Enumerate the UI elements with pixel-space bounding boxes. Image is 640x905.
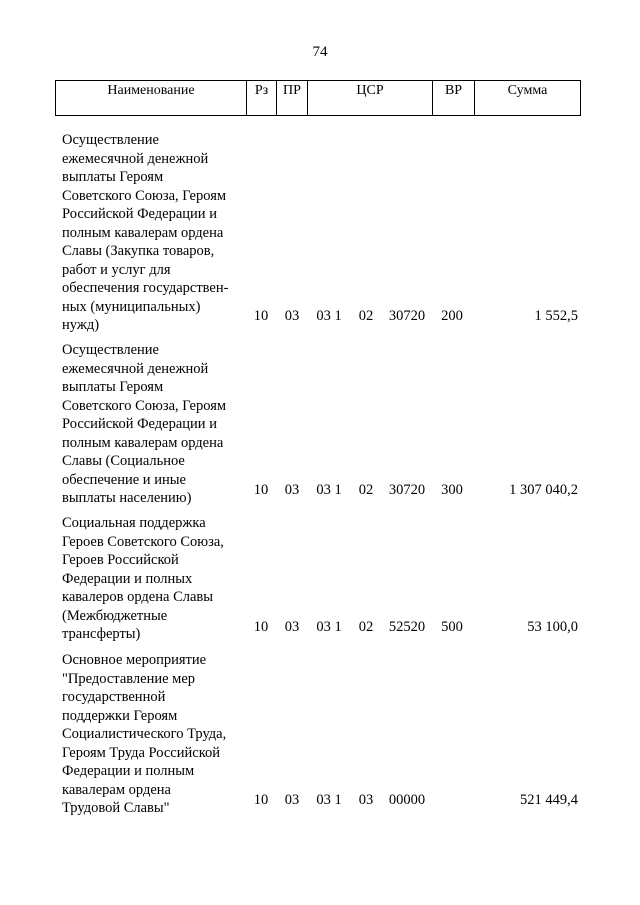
row-pr: 03	[284, 792, 300, 808]
row-rz: 10	[253, 619, 269, 635]
row-rz: 10	[253, 792, 269, 808]
header-rz: Рз	[247, 81, 277, 115]
row-pr: 03	[284, 482, 300, 498]
row-sum: 1 552,5	[534, 308, 578, 324]
row-csr-code: 30720	[388, 482, 426, 498]
row-csr-activity: 03	[358, 792, 374, 808]
header-pr: ПР	[277, 81, 308, 115]
row-sum: 521 449,4	[520, 792, 578, 808]
row-name: Осуществление ежемесячной денежной выплаты Героям Советского Союза, Героям Российской Федерации и полным кавалерам ордена Славы (Социальное обеспечение и иные выплаты населению)	[62, 342, 227, 506]
table-header	[55, 80, 581, 116]
row-sum: 53 100,0	[527, 619, 578, 635]
row-csr-program: 03 1	[316, 308, 342, 324]
header-name: Наименование	[56, 81, 247, 115]
header-sum: Сумма	[507, 83, 548, 98]
row-sum: 1 307 040,2	[509, 482, 578, 498]
row-pr: 03	[284, 619, 300, 635]
row-name: Основное мероприятие "Предоставление мер государственной поддержки Героям Социалистического Труда, Героям Труда Российской Федерации и полным кавалерам ордена Трудовой Славы"	[62, 652, 227, 816]
row-rz: 10	[253, 308, 269, 324]
row-csr-activity: 02	[358, 308, 374, 324]
header-vr: ВР	[433, 81, 475, 115]
row-csr-program: 03 1	[316, 482, 342, 498]
header-csr: ЦСР	[308, 81, 433, 115]
row-name: Социальная поддержка Героев Советского Союза, Героев Российской Федерации и полных кавалеров ордена Славы (Межбюджетные трансферты)	[62, 515, 224, 642]
row-csr-activity: 02	[358, 482, 374, 498]
row-csr-code: 00000	[388, 792, 426, 808]
row-csr-program: 03 1	[316, 792, 342, 808]
row-csr-code: 30720	[388, 308, 426, 324]
row-csr-code: 52520	[388, 619, 426, 635]
row-vr: 500	[441, 619, 463, 635]
row-vr: 200	[441, 308, 463, 324]
row-csr-activity: 02	[358, 619, 374, 635]
row-pr: 03	[284, 308, 300, 324]
row-csr-program: 03 1	[316, 619, 342, 635]
page-number: 74	[312, 44, 328, 60]
row-rz: 10	[253, 482, 269, 498]
row-name: Осуществление ежемесячной денежной выплаты Героям Советского Союза, Героям Российской Федерации и полным кавалерам ордена Славы (Закупка товаров, работ и услуг для обеспечения государствен- ных (муниципальных) нужд)	[62, 132, 229, 333]
row-vr: 300	[441, 482, 463, 498]
